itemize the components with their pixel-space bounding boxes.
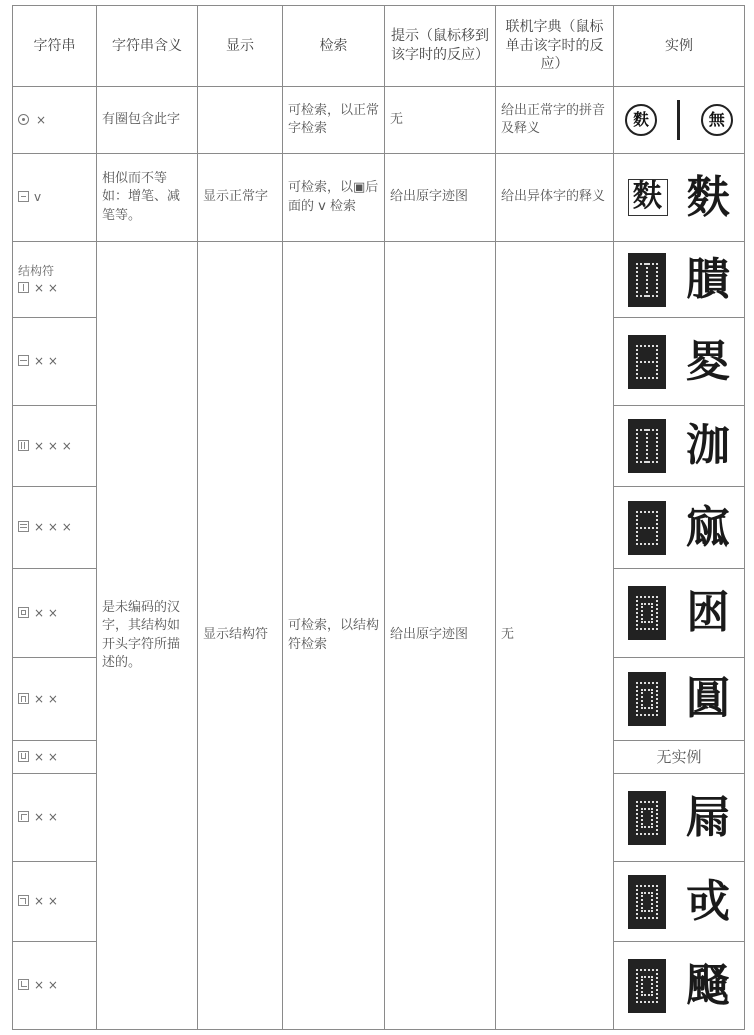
structure-lr-icon (18, 282, 29, 293)
example-cell (614, 942, 745, 1030)
example-cell (614, 569, 745, 658)
header-dict: 联机字典（鼠标单击该字时的反应） (496, 6, 614, 87)
header-row (13, 6, 745, 87)
structure-diagram (628, 501, 666, 555)
structure-display-cell: 显示结构符 (198, 242, 283, 1030)
example-cell (614, 242, 745, 318)
character-table-page (12, 5, 744, 1029)
example-character: 囦 (686, 587, 730, 638)
structure-hint-cell: 给出原字迹图 (385, 242, 496, 1030)
structure-upper-left-icon (18, 811, 29, 822)
string-cell: 结构符 × × (13, 242, 97, 318)
structure-search-cell: 可检索，以结构符检索 (283, 242, 385, 1030)
table-row (13, 154, 745, 242)
search-cell: 可检索，以正常字检索 (283, 87, 385, 154)
string-cell: × × (13, 569, 97, 658)
variant-character: 麩 (686, 171, 731, 223)
boxed-v-icon (18, 191, 29, 202)
hint-cell: 给出原字迹图 (385, 154, 496, 242)
structure-diagram (628, 875, 666, 929)
structure-enclose-bottom-icon (18, 693, 29, 704)
structure-enclose-icon (18, 607, 29, 618)
header-meaning: 字符串含义 (97, 6, 198, 87)
circled-character: 麩 (625, 104, 657, 136)
structure-lmr-icon (18, 440, 29, 451)
example-cell (614, 862, 745, 942)
display-cell: 显示正常字 (198, 154, 283, 242)
string-cell: × × (13, 942, 97, 1030)
header-example: 实例 (614, 6, 745, 87)
example-cell (614, 658, 745, 741)
structure-diagram (628, 335, 666, 389)
display-cell (198, 87, 283, 154)
structure-tb-icon (18, 355, 29, 366)
structure-tmb-icon (18, 521, 29, 532)
example-cell (614, 774, 745, 862)
header-hint: 提示（鼠标移到该字时的反应） (385, 6, 496, 87)
structure-diagram (628, 959, 666, 1013)
divider-bar (677, 100, 680, 140)
circled-character: 無 (701, 104, 733, 136)
structure-diagram (628, 791, 666, 845)
example-character: 泇 (686, 420, 730, 471)
framed-character: 麩 (628, 179, 668, 215)
header-display: 显示 (198, 6, 283, 87)
example-cell (614, 154, 745, 242)
structure-diagram (628, 419, 666, 473)
dict-cell: 给出异体字的释义 (496, 154, 614, 242)
structure-upper-right-icon (18, 895, 29, 906)
example-character: 戓 (686, 875, 730, 927)
table-row (13, 87, 745, 154)
example-cell (614, 87, 745, 154)
table-row (13, 242, 745, 318)
example-character: 颾 (686, 959, 730, 1011)
structure-dict-cell: 无 (496, 242, 614, 1030)
string-cell: × × (13, 741, 97, 774)
example-character: 畟 (686, 335, 730, 387)
structure-enclose-top-icon (18, 751, 29, 762)
example-character: 圓 (686, 673, 730, 724)
header-string: 字符串 (13, 6, 97, 87)
string-cell: × (13, 87, 97, 154)
example-cell (614, 318, 745, 406)
example-character: 寙 (686, 501, 730, 553)
string-cell: × × (13, 318, 97, 406)
string-cell: × × (13, 658, 97, 741)
structure-label: 结构符 (18, 263, 55, 278)
no-example-label: 无实例 (614, 741, 745, 774)
example-cell (614, 487, 745, 569)
circle-dot-icon (18, 114, 29, 125)
example-character: 膭 (686, 253, 730, 305)
structure-meaning-cell: 是未编码的汉字，其结构如开头字符所描述的。 (97, 242, 198, 1030)
meaning-cell: 相似而不等如：增笔、减笔等。 (97, 154, 198, 242)
string-cell: × × × (13, 406, 97, 487)
search-cell: 可检索，以▣后面的 v 检索 (283, 154, 385, 242)
hint-cell: 无 (385, 87, 496, 154)
header-search: 检索 (283, 6, 385, 87)
string-cell: × × (13, 774, 97, 862)
example-cell (614, 406, 745, 487)
string-cell: × × (13, 862, 97, 942)
structure-diagram (628, 586, 666, 640)
string-cell: × × × (13, 487, 97, 569)
structure-diagram (628, 672, 666, 726)
example-character: 屚 (686, 791, 730, 843)
dict-cell: 给出正常字的拼音及释义 (496, 87, 614, 154)
string-cell: v (13, 154, 97, 242)
character-string-table (12, 5, 745, 1030)
structure-lower-left-icon (18, 979, 29, 990)
meaning-cell: 有圈包含此字 (97, 87, 198, 154)
structure-diagram (628, 253, 666, 307)
